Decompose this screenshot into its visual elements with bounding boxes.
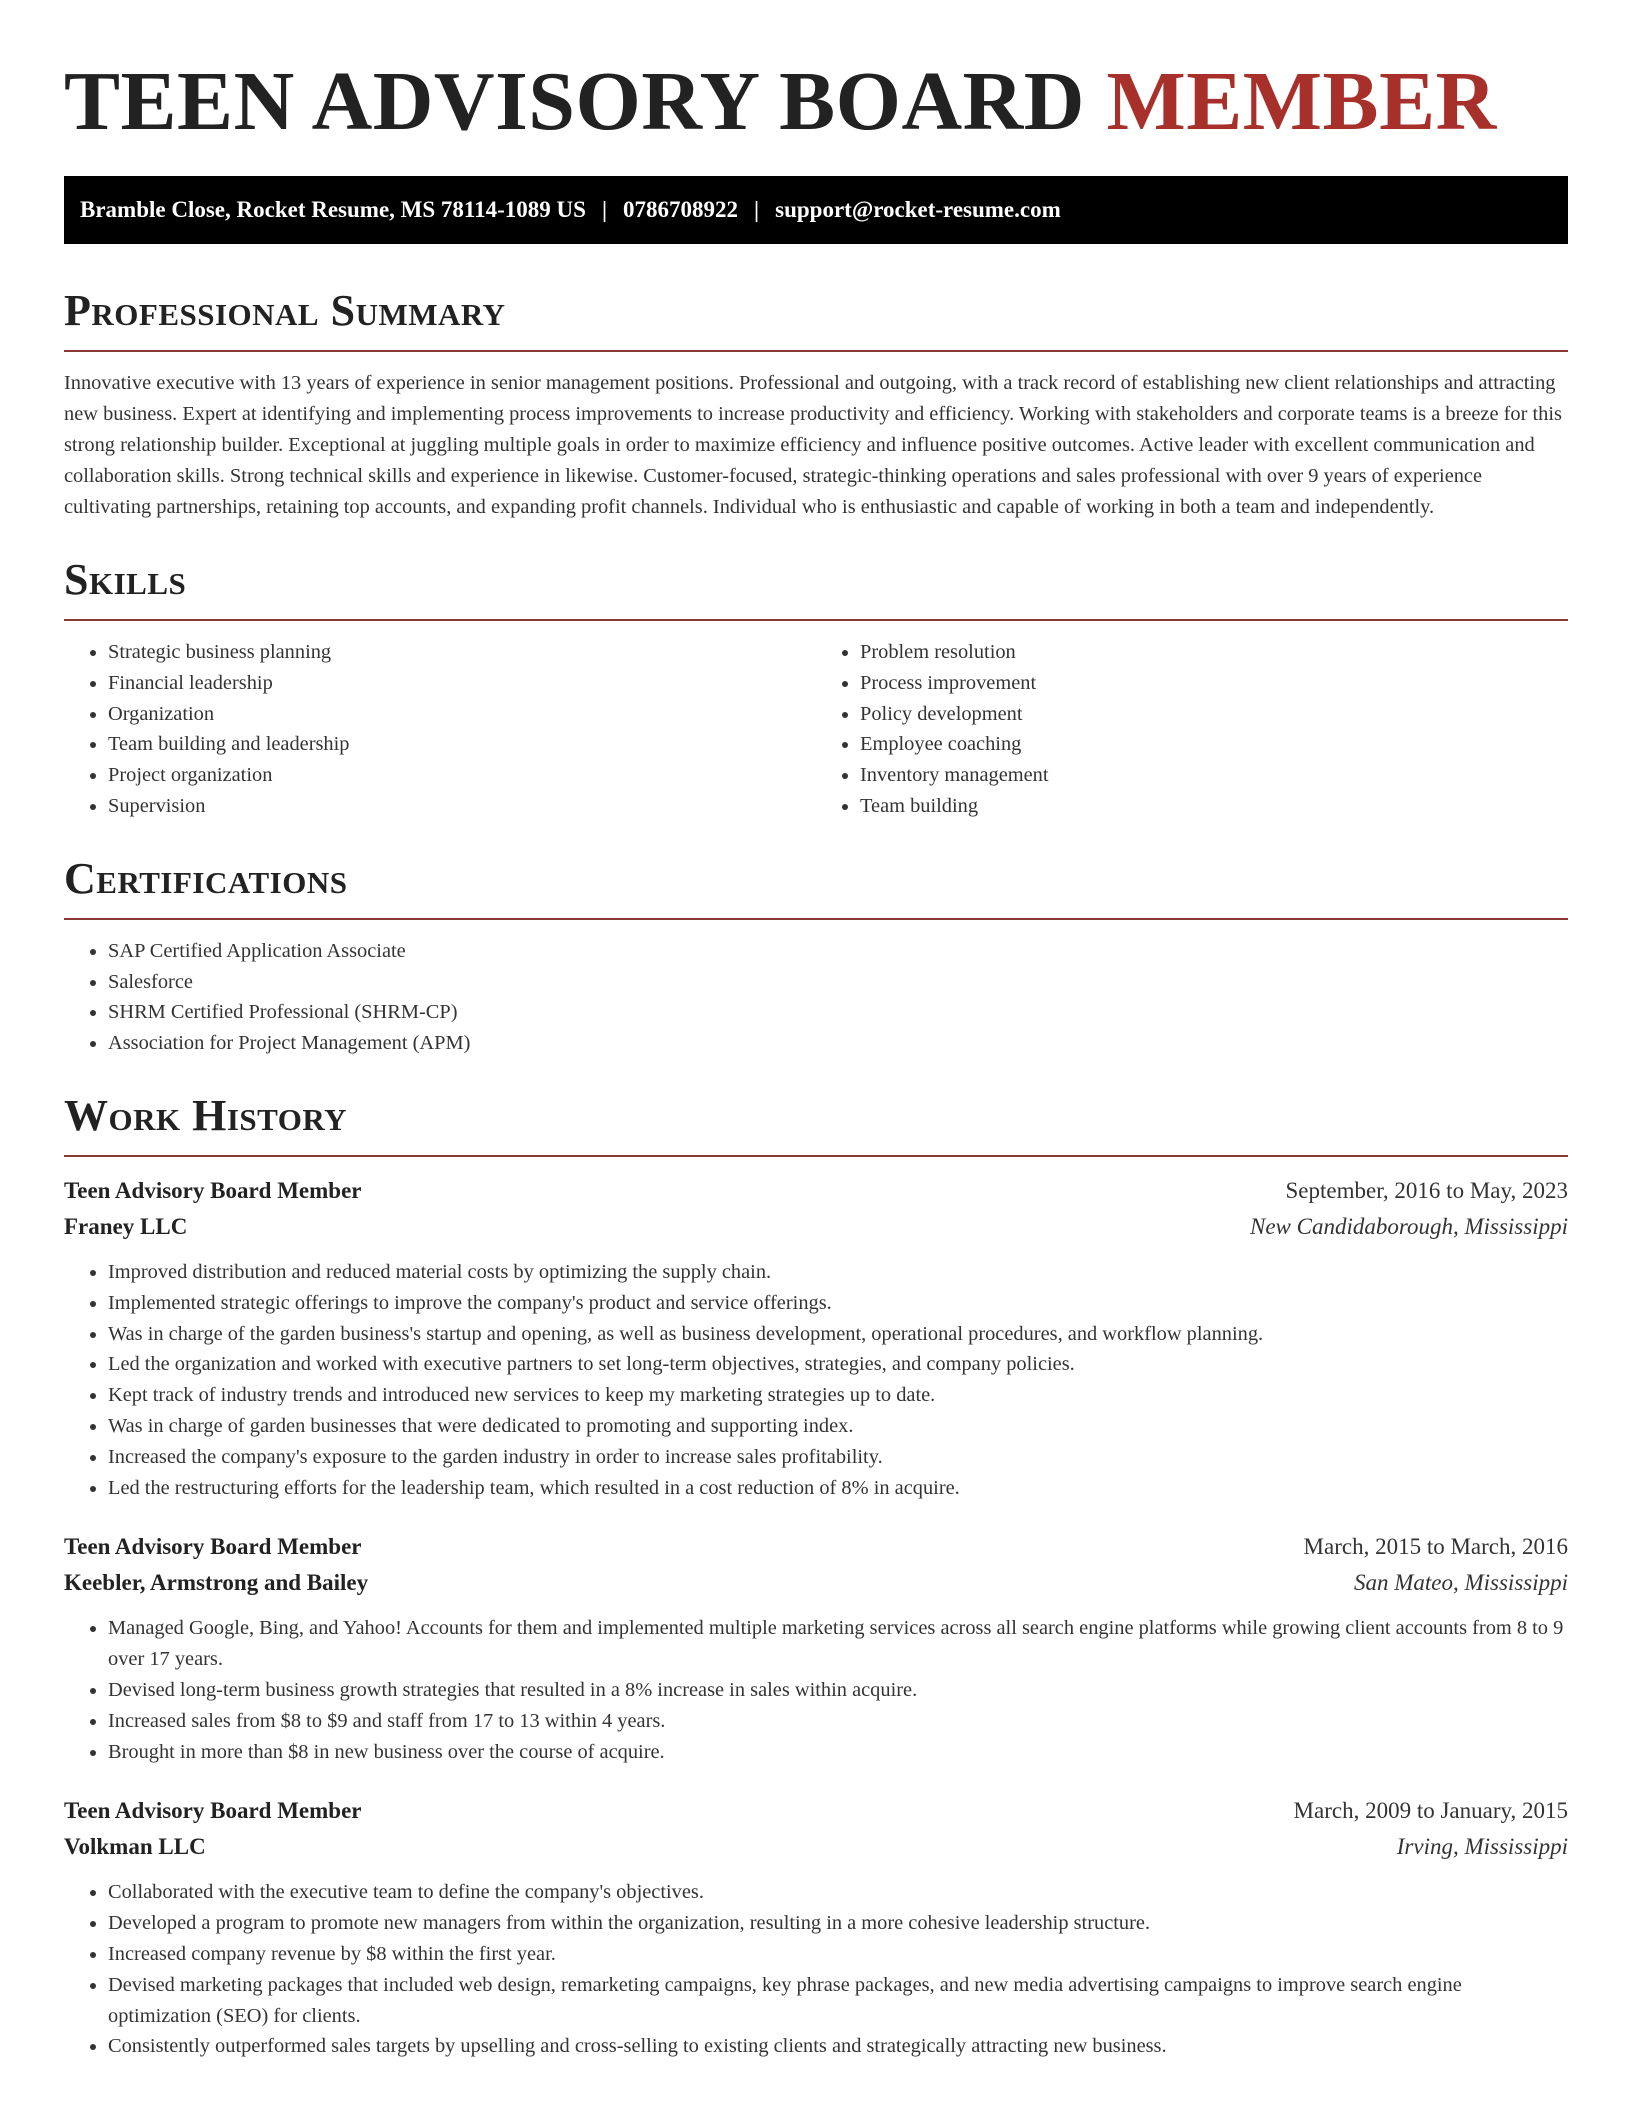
job-location: Irving, Mississippi	[1396, 1834, 1568, 1860]
skill-item: • Employee coaching	[860, 729, 1568, 760]
skills-list-right	[816, 637, 1568, 822]
job-header-row	[64, 1173, 1568, 1209]
job-bullet: • Increased sales from $8 to $9 and staff from 17 to 13 within 4 years.	[108, 1706, 1568, 1737]
work-history-heading: Work History	[64, 1090, 348, 1140]
job-header-row	[64, 1529, 1568, 1565]
job-dates: September, 2016 to May, 2023	[1285, 1177, 1568, 1203]
certifications-heading: Certifications	[64, 853, 348, 903]
job-company: Franey LLC	[64, 1213, 188, 1239]
job-company-row	[64, 1829, 1568, 1865]
certifications-section	[64, 854, 1568, 1059]
skill-item: • Financial leadership	[108, 668, 816, 699]
title-accent: MEMBER	[1106, 55, 1497, 148]
job-company: Volkman LLC	[64, 1834, 206, 1860]
summary-heading: Professional Summary	[64, 286, 506, 335]
skills-heading: Skills	[64, 555, 187, 604]
contact-email[interactable]: support@rocket-resume.com	[775, 197, 1061, 222]
skill-item: • Inventory management	[860, 760, 1568, 791]
summary-text: Innovative executive with 13 years of experience in senior management positions. Professional and outgoing, with a track record of establishing new client relationships and attracting new business. Expert at identifying and implementing process improvements to increase productivity and efficiency. Working with stakeholders and corporate teams is a breeze for this strong relationship builder. Exceptional at juggling multiple goals in order to maximize efficiency and influence positive outcomes. Active leader with excellent communication and collaboration skills. Strong technical skills and experience in likewise. Customer-focused, strategic-thinking operations and sales professional with over 9 years of experience cultivating partnerships, retaining top accounts, and expanding profit channels. Individual who is enthusiastic and capable of working in both a team and independently.	[64, 372, 1562, 518]
job-title: Teen Advisory Board Member	[64, 1534, 362, 1560]
job-company-row	[64, 1565, 1568, 1601]
skill-item: • Project organization	[108, 760, 816, 791]
certification-item: • SHRM Certified Professional (SHRM-CP)	[108, 997, 1568, 1028]
section-divider	[64, 918, 1568, 920]
job-bullet: • Collaborated with the executive team to define the company's objectives.	[108, 1877, 1568, 1908]
skill-item: • Supervision	[108, 791, 816, 822]
contact-separator: |	[601, 197, 608, 222]
job-bullet: • Increased the company's exposure to the garden industry in order to increase sales profitability.	[108, 1442, 1568, 1473]
job-company: Keebler, Armstrong and Bailey	[64, 1570, 369, 1596]
skills-section	[64, 555, 1568, 822]
job-bullets	[64, 1257, 1568, 1503]
job-bullet: • Devised marketing packages that included web design, remarketing campaigns, key phrase packages, and new media advertising campaigns to improve search engine optimization (SEO) for clients.	[108, 1970, 1568, 2032]
job-entry	[64, 1173, 1568, 1503]
section-divider	[64, 1155, 1568, 1157]
job-bullet: • Brought in more than $8 in new business over the course of acquire.	[108, 1737, 1568, 1768]
job-bullet: • Led the restructuring efforts for the leadership team, which resulted in a cost reduction of 8% in acquire.	[108, 1473, 1568, 1504]
skill-item: • Process improvement	[860, 668, 1568, 699]
job-bullet: • Led the organization and worked with executive partners to set long-term objectives, strategies, and company policies.	[108, 1349, 1568, 1380]
job-bullets	[64, 1613, 1568, 1767]
skill-item: • Strategic business planning	[108, 637, 816, 668]
job-bullet: • Managed Google, Bing, and Yahoo! Accounts for them and implemented multiple marketing services across all search engine platforms while growing client accounts from 8 to 9 over 17 years.	[108, 1613, 1568, 1675]
certifications-list	[64, 936, 1568, 1059]
job-bullet: • Developed a program to promote new managers from within the organization, resulting in a more cohesive leadership structure.	[108, 1908, 1568, 1939]
job-location: San Mateo, Mississippi	[1353, 1570, 1568, 1596]
job-bullet: • Improved distribution and reduced material costs by optimizing the supply chain.	[108, 1257, 1568, 1288]
summary-section	[64, 286, 1568, 523]
job-title: Teen Advisory Board Member	[64, 1177, 362, 1203]
skills-list-left	[64, 637, 816, 822]
job-location: New Candidaborough, Mississippi	[1250, 1213, 1568, 1239]
section-divider	[64, 350, 1568, 352]
work-history-section	[64, 1091, 1568, 2062]
resume-title	[64, 56, 1568, 148]
skill-item: • Organization	[108, 699, 816, 730]
contact-separator: |	[754, 197, 760, 222]
skill-item: • Team building and leadership	[108, 729, 816, 760]
job-bullet: • Was in charge of the garden business's startup and opening, as well as business development, operational procedures, and workflow planning.	[108, 1319, 1568, 1350]
job-title: Teen Advisory Board Member	[64, 1798, 362, 1824]
skills-columns	[64, 637, 1568, 822]
job-bullet: • Consistently outperformed sales targets by upselling and cross-selling to existing clients and strategically attracting new business.	[108, 2031, 1568, 2062]
certification-item: • SAP Certified Application Associate	[108, 936, 1568, 967]
contact-phone: 0786708922	[623, 197, 739, 222]
skill-item: • Policy development	[860, 699, 1568, 730]
job-bullet: • Kept track of industry trends and introduced new services to keep my marketing strategies up to date.	[108, 1380, 1568, 1411]
certification-item: • Association for Project Management (APM)	[108, 1028, 1568, 1059]
job-dates: March, 2015 to March, 2016	[1303, 1534, 1568, 1560]
jobs-list	[64, 1173, 1568, 2062]
job-bullets	[64, 1877, 1568, 2062]
job-bullet: • Devised long-term business growth strategies that resulted in a 8% increase in sales within acquire.	[108, 1675, 1568, 1706]
section-divider	[64, 619, 1568, 621]
skill-item: • Problem resolution	[860, 637, 1568, 668]
job-bullet: • Increased company revenue by $8 within the first year.	[108, 1939, 1568, 1970]
contact-bar	[64, 176, 1568, 244]
certification-item: • Salesforce	[108, 967, 1568, 998]
contact-address: Bramble Close, Rocket Resume, MS 78114-1089 US	[80, 197, 586, 222]
title-main: TEEN ADVISORY BOARD	[64, 55, 1085, 148]
job-dates: March, 2009 to January, 2015	[1293, 1798, 1568, 1824]
job-entry	[64, 1529, 1568, 1767]
job-entry	[64, 1793, 1568, 2062]
job-company-row	[64, 1209, 1568, 1245]
job-bullet: • Was in charge of garden businesses that were dedicated to promoting and supporting index.	[108, 1411, 1568, 1442]
job-bullet: • Implemented strategic offerings to improve the company's product and service offerings.	[108, 1288, 1568, 1319]
job-header-row	[64, 1793, 1568, 1829]
skill-item: • Team building	[860, 791, 1568, 822]
